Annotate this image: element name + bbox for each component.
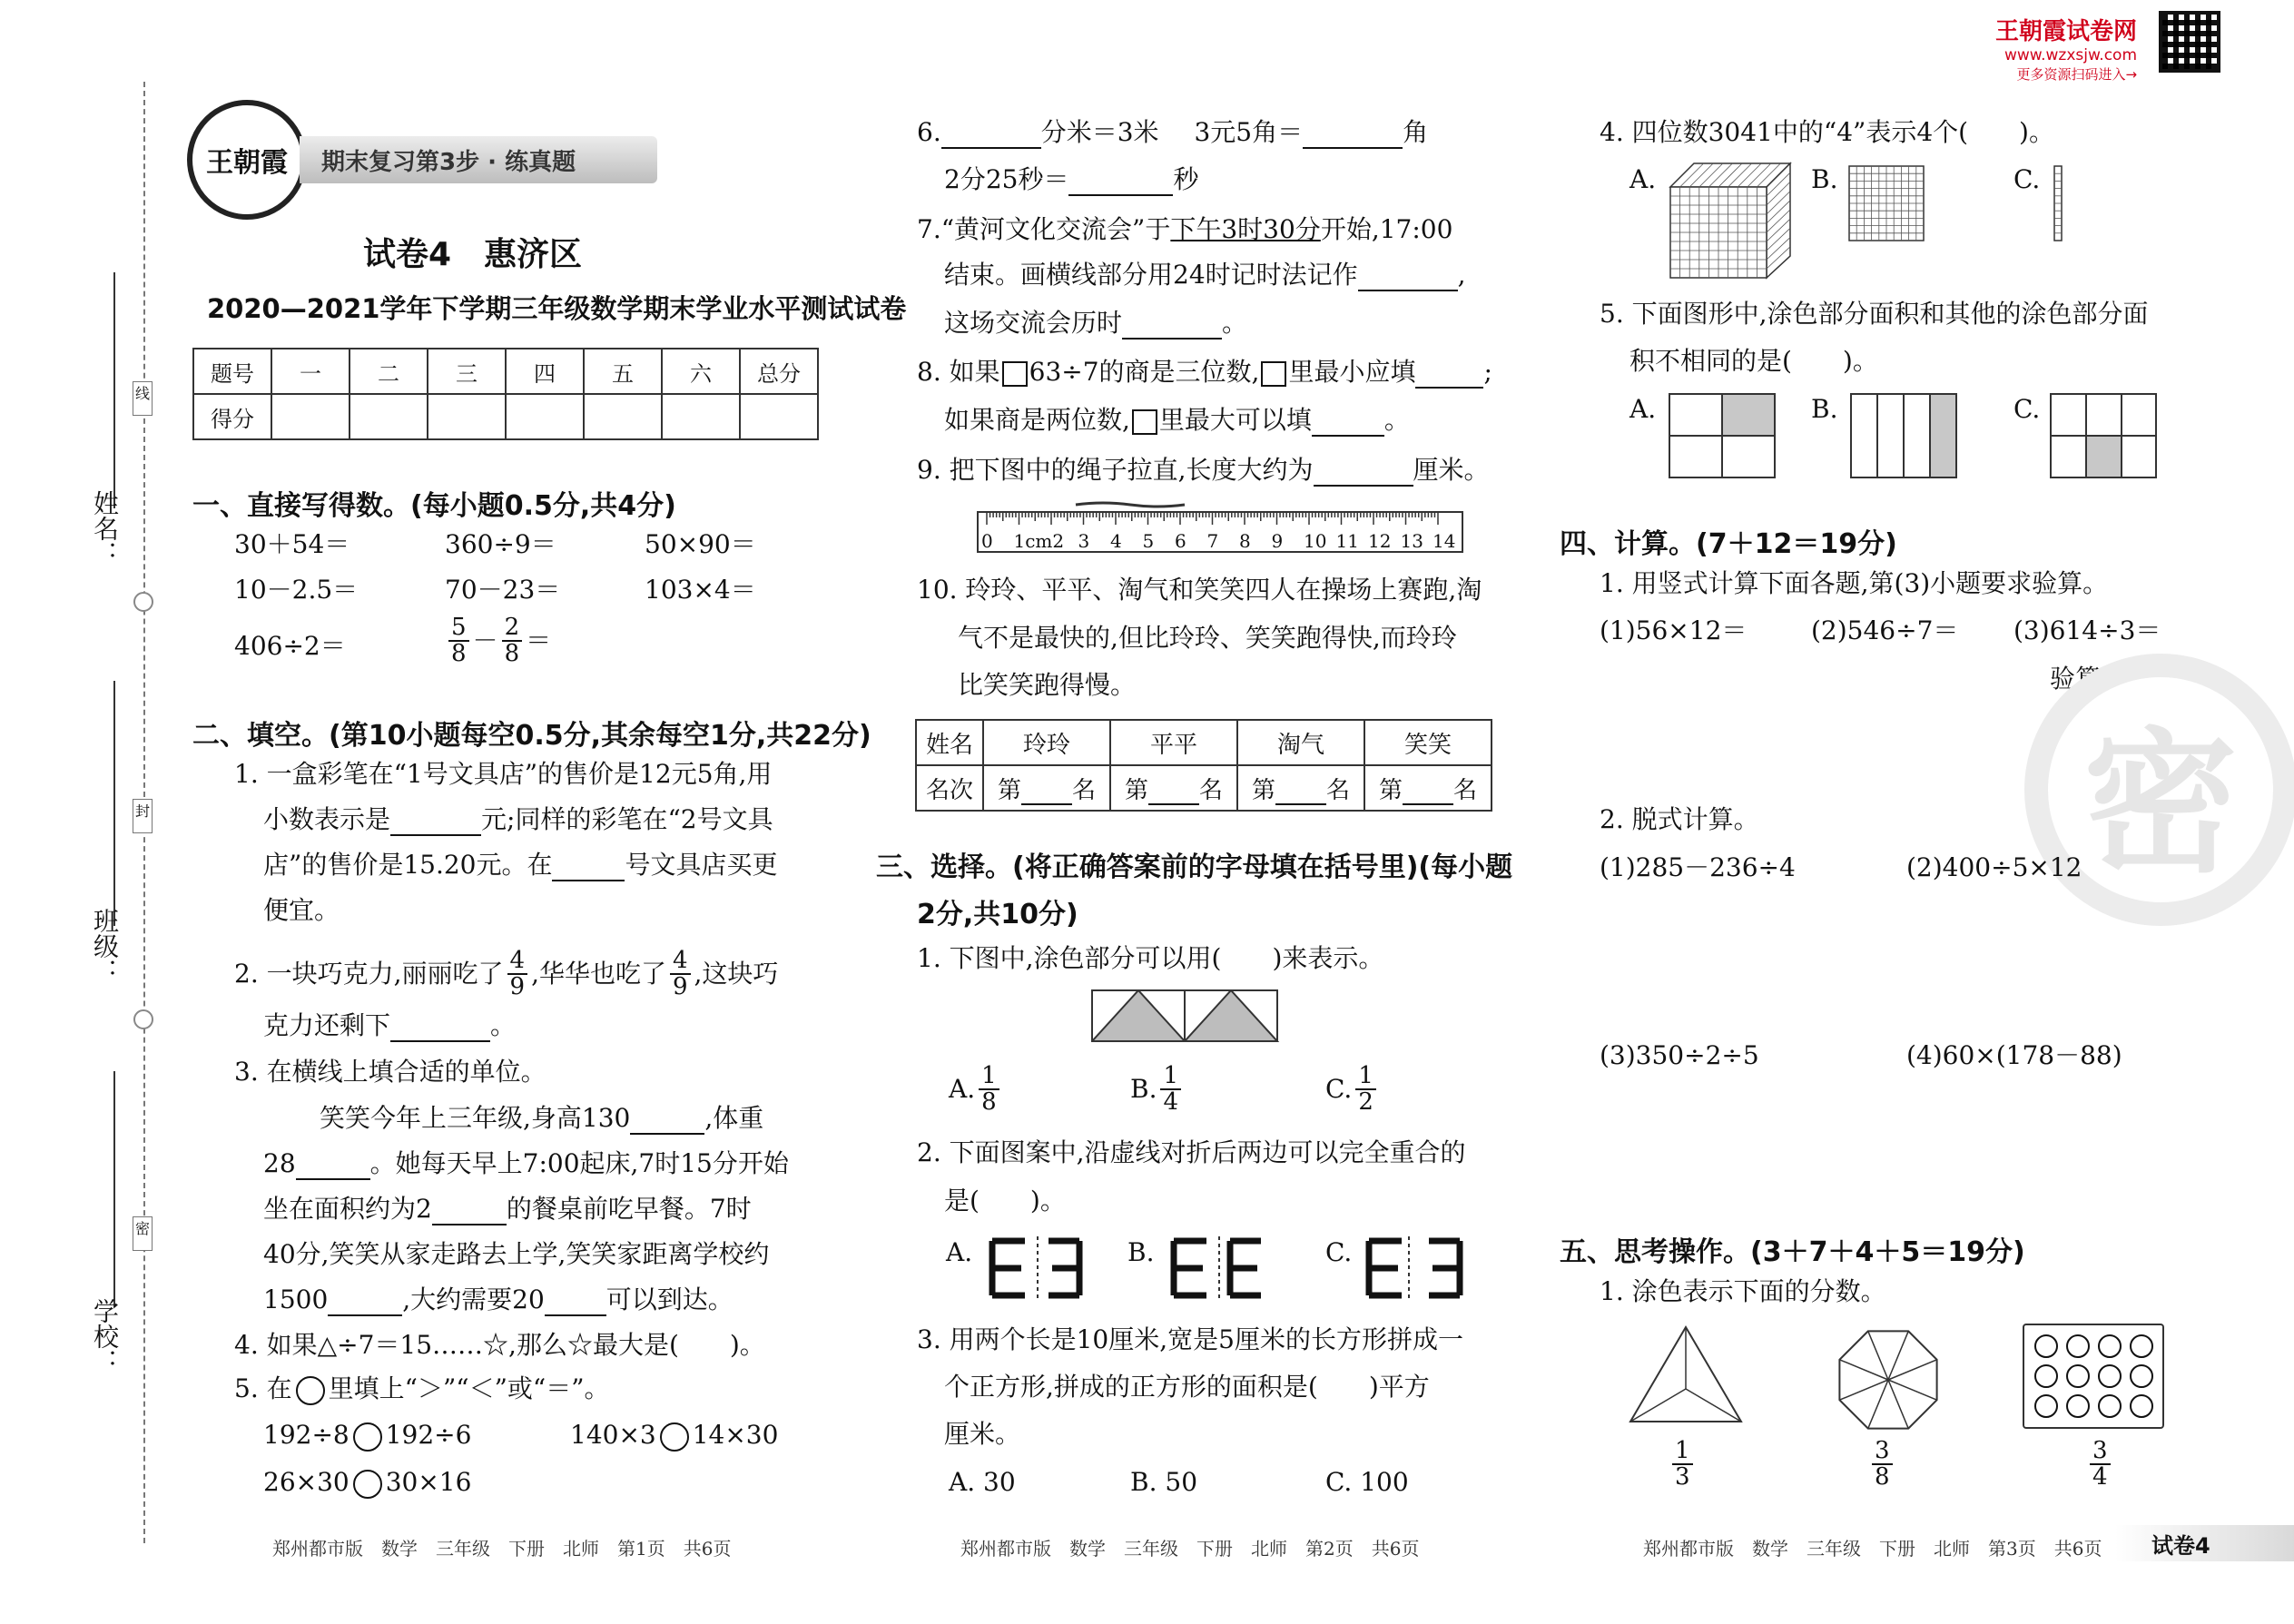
score-cell: 六	[662, 349, 740, 394]
q10-line3: 比笑笑跑得慢。	[958, 670, 1137, 700]
score-cell: 二	[350, 349, 428, 394]
binding-mark-1: 线	[133, 381, 153, 416]
q3-line4: 坐在面积约为2 的餐桌前吃早餐。7时	[263, 1193, 752, 1225]
brand-name: 王朝霞试卷网	[1995, 18, 2138, 45]
digit-box	[1002, 361, 1028, 387]
rank-cell[interactable]: 第 名	[983, 765, 1110, 811]
q8-line1: 8. 如果 63÷7的商是三位数, 里最小应填 ;	[917, 356, 1492, 389]
s3-q3-opt-a[interactable]: A. 30	[949, 1467, 1016, 1497]
ruler-label: 7	[1206, 530, 1219, 552]
s5-frac-3: $\frac{3}{4}$	[2086, 1439, 2114, 1491]
s3-q3-opt-c[interactable]: C. 100	[1325, 1467, 1409, 1497]
ruler-label: 11	[1335, 530, 1359, 552]
digit-box	[1132, 409, 1157, 435]
q3-line6: 1500 ,大约需要20 可以到达。	[263, 1284, 733, 1316]
answer-blank[interactable]	[390, 1017, 490, 1042]
rank-cell[interactable]: 第 名	[1110, 765, 1237, 811]
s5-q1: 1. 涂色表示下面的分数。	[1600, 1276, 1886, 1306]
score-table	[192, 348, 819, 440]
rank-header: 笑笑	[1364, 720, 1492, 765]
q6-line2: 2分25秒＝ 秒	[944, 163, 1198, 196]
footer-page-2: 郑州都市版 数学 三年级 下册 北师 第2页 共6页	[960, 1538, 1420, 1560]
s3-q5-opt-c[interactable]: C.	[2013, 394, 2041, 424]
q1-line2: 小数表示是 元;同样的彩笔在“2号文具	[263, 803, 773, 836]
answer-blank[interactable]	[432, 1200, 507, 1225]
s4-q1-item-2: (2)546÷7＝	[1811, 615, 1959, 645]
sec2-title: 二、填空。(第10小题每空0.5分,其余每空1分,共22分)	[192, 720, 871, 752]
fraction: $\frac{2}{8}$	[502, 615, 523, 667]
score-input[interactable]	[662, 394, 740, 439]
score-cell: 五	[584, 349, 662, 394]
answer-blank[interactable]	[328, 1291, 402, 1316]
calc-fraction-item: $\frac{5}{8}$ － $\frac{2}{8}$ ＝	[445, 615, 551, 667]
q10-line1: 10. 玲玲、平平、淘气和笑笑四人在操场上赛跑,淘	[917, 575, 1482, 605]
q3-line2: 笑笑今年上三年级,身高130 ,体重	[320, 1102, 763, 1135]
s3-q2-line1: 2. 下面图案中,沿虚线对折后两边可以完全重合的	[917, 1137, 1466, 1167]
score-input[interactable]	[506, 394, 584, 439]
answer-blank[interactable]	[1415, 363, 1483, 389]
grid-circle[interactable]	[2130, 1334, 2153, 1358]
grid-circle[interactable]	[2066, 1334, 2090, 1358]
s3-q4-opt-b[interactable]: B.	[1811, 164, 1838, 194]
binding-hole-1	[133, 592, 153, 612]
ruler-label: 10	[1304, 530, 1327, 552]
calc-item: 50×90＝	[645, 529, 756, 559]
compare-circle[interactable]	[353, 1470, 382, 1499]
footer-page-1: 郑州都市版 数学 三年级 下册 北师 第1页 共6页	[272, 1538, 732, 1560]
paper-subtitle: 2020—2021学年下学期三年级数学期末学业水平测试试卷	[207, 293, 907, 324]
ruler-label: 0	[981, 530, 993, 552]
q5-compare-2: 140×3 14×30	[570, 1420, 779, 1450]
grid-circle[interactable]	[2098, 1364, 2122, 1388]
q8-line2: 如果商是两位数, 里最大可以填 。	[944, 404, 1410, 437]
e-pattern-b	[1167, 1236, 1266, 1300]
rank-label: 名次	[916, 765, 983, 811]
q10-line2: 气不是最快的,但比玲玲、笑笑跑得快,而玲玲	[958, 623, 1457, 653]
ruler-label: 5	[1142, 530, 1155, 552]
s3-q3-line2: 个正方形,拼成的正方形的面积是( )平方	[944, 1372, 1430, 1402]
logo-text: 王朝霞	[206, 147, 288, 179]
school-label: 学校：	[90, 1298, 120, 1374]
ruler-label: 3	[1078, 530, 1090, 552]
s3-q3-line1: 3. 用两个长是10厘米,宽是5厘米的长方形拼成一	[917, 1324, 1463, 1354]
s3-q5-opt-a[interactable]: A.	[1629, 394, 1657, 424]
fraction: $\frac{4}{9}$	[670, 949, 691, 1000]
banner	[300, 136, 657, 183]
s3-q3-opt-b[interactable]: B. 50	[1130, 1467, 1198, 1497]
q7-line3: 这场交流会历时 。	[944, 307, 1247, 340]
rank-header: 玲玲	[983, 720, 1110, 765]
e-pattern-a	[985, 1236, 1085, 1300]
s4-q2-item-1: (1)285－236÷4	[1600, 852, 1796, 882]
s3-q4-opt-a[interactable]: A.	[1629, 164, 1657, 194]
s3-q3-line3: 厘米。	[944, 1419, 1021, 1449]
corner-tab-text: 试卷4	[2151, 1532, 2210, 1559]
banner-text: 期末复习第3步 · 练真题	[321, 148, 576, 176]
q7-line1: 7.“黄河文化交流会”于下午3时30分开始,17:00	[917, 214, 1453, 244]
answer-blank[interactable]	[552, 856, 625, 881]
brand-url: www.wzxsjw.com	[2004, 46, 2138, 64]
sec5-title: 五、思考操作。(3＋7＋4＋5＝19分)	[1560, 1236, 2025, 1268]
s3-q5-line1: 5. 下面图形中,涂色部分面积和其他的涂色部分面	[1600, 299, 2149, 329]
score-input[interactable]	[350, 394, 428, 439]
q3-line5: 40分,笑笑从家走路去上学,笑笑家距离学校约	[263, 1239, 770, 1269]
s3-q2-opt-a[interactable]: A.	[946, 1237, 973, 1267]
grid-circle[interactable]	[2130, 1394, 2153, 1418]
secret-seal-watermark	[2024, 654, 2294, 926]
ruler-label: 13	[1400, 530, 1423, 552]
answer-blank[interactable]	[296, 1155, 370, 1180]
score-cell: 得分	[193, 394, 271, 439]
q5-compare-1: 192÷8 192÷6	[263, 1420, 472, 1450]
triangle-shape[interactable]	[1627, 1324, 1745, 1425]
binding-hole-2	[133, 1009, 153, 1029]
q1-line4: 便宜。	[263, 895, 340, 925]
calc-item: 406÷2＝	[234, 631, 346, 661]
answer-blank[interactable]	[1122, 314, 1222, 340]
answer-blank[interactable]	[1068, 171, 1173, 196]
rank-header: 平平	[1110, 720, 1237, 765]
binding-mark-3: 密	[133, 1216, 153, 1251]
s3-q5-line2: 积不相同的是( )。	[1629, 346, 1878, 376]
calc-item: 103×4＝	[645, 575, 756, 605]
grid-circle[interactable]	[2098, 1394, 2122, 1418]
shape-a	[1669, 393, 1777, 480]
s4-check-label: 验算:	[2050, 664, 2110, 694]
ruler-label: 14	[1433, 530, 1456, 552]
s3-q1-figure	[1091, 989, 1280, 1044]
s5-frac-1: $\frac{1}{3}$	[1669, 1439, 1697, 1491]
rank-cell[interactable]: 第 名	[1237, 765, 1364, 811]
q4: 4. 如果△÷7＝15……☆,那么☆最大是( )。	[234, 1330, 765, 1360]
s4-q1-item-1: (1)56×12＝	[1600, 615, 1748, 645]
q2-line2: 克力还剩下 。	[263, 1009, 516, 1042]
answer-blank[interactable]	[545, 1291, 606, 1316]
answer-blank[interactable]	[1314, 461, 1413, 487]
score-cell: 一	[271, 349, 350, 394]
grid-circle[interactable]	[2034, 1394, 2058, 1418]
cube-thousand	[1669, 162, 1792, 280]
s4-q2-item-3: (3)350÷2÷5	[1600, 1040, 1759, 1070]
q3-line3: 28 。她每天早上7:00起床,7时15分开始	[263, 1147, 789, 1180]
s4-q2-item-4: (4)60×(178－88)	[1906, 1040, 2122, 1070]
fraction: $\frac{4}{9}$	[507, 949, 528, 1000]
compare-circle	[296, 1376, 325, 1405]
ruler-label: 4	[1110, 530, 1122, 552]
score-cell: 四	[506, 349, 584, 394]
s3-q1-opt-a[interactable]: A. $\frac{1}{8}$	[949, 1064, 1003, 1116]
score-row-header	[193, 349, 818, 394]
answer-blank[interactable]	[941, 123, 1041, 149]
grid-circle[interactable]	[2066, 1364, 2090, 1388]
sec4-title: 四、计算。(7＋12＝19分)	[1560, 528, 1897, 560]
q5-compare-3: 26×30 30×16	[263, 1467, 472, 1497]
seal-character: 密	[2082, 714, 2238, 894]
score-input[interactable]	[740, 394, 818, 439]
q6-line1: 6. 分米＝3米 3元5角＝ 角	[917, 116, 1428, 149]
score-input[interactable]	[271, 394, 350, 439]
answer-blank[interactable]	[390, 811, 481, 836]
binding-mark-2: 封	[133, 799, 153, 833]
ruler-label: 1cm2	[1013, 530, 1065, 552]
brand-slogan: 更多资源扫码进入→	[2016, 66, 2138, 83]
corner-tab	[2115, 1525, 2294, 1561]
score-cell: 题号	[193, 349, 271, 394]
sec3-title-1: 三、选择。(将正确答案前的字母填在括号里)(每小题	[876, 851, 1513, 883]
square-hundred	[1848, 165, 1925, 241]
q2-line1: 2. 一块巧克力,丽丽吃了 $\frac{4}{9}$ ,华华也吃了 $\frac{4}{9}$ ,这块巧	[234, 947, 779, 1001]
s3-q2-opt-b[interactable]: B.	[1127, 1237, 1155, 1267]
s3-q5-opt-b[interactable]: B.	[1811, 394, 1838, 424]
class-label: 班级：	[90, 908, 120, 984]
q5-line1: 5. 在 里填上“＞”“＜”或“＝”。	[234, 1373, 610, 1403]
class-line	[113, 681, 115, 926]
calc-item: 360÷9＝	[445, 529, 556, 559]
score-cell: 三	[428, 349, 506, 394]
paper-title: 试卷4 惠济区	[363, 236, 583, 273]
ruler-label: 9	[1271, 530, 1284, 552]
footer-page-3: 郑州都市版 数学 三年级 下册 北师 第3页 共6页	[1643, 1538, 2102, 1560]
s3-q1-opt-b[interactable]: B. $\frac{1}{4}$	[1130, 1064, 1185, 1116]
s4-q1-item-3: (3)614÷3＝	[2013, 615, 2161, 645]
calc-item: 70－23＝	[445, 575, 561, 605]
calc-item: 30＋54＝	[234, 529, 350, 559]
rank-table	[915, 719, 1492, 812]
brand-logo	[187, 100, 307, 220]
s4-q2: 2. 脱式计算。	[1600, 804, 1759, 834]
name-label: 姓名：	[90, 490, 120, 566]
grid-circle[interactable]	[2066, 1394, 2090, 1418]
compare-circle[interactable]	[660, 1422, 689, 1452]
ruler-label: 12	[1368, 530, 1392, 552]
brand-block	[1995, 13, 2137, 84]
qr-code-icon[interactable]	[2159, 11, 2220, 73]
q9: 9. 把下图中的绳子拉直,长度大约为 厘米。	[917, 454, 1490, 487]
rank-header: 姓名	[916, 720, 983, 765]
fraction: $\frac{5}{8}$	[448, 615, 469, 667]
sec1-title: 一、直接写得数。(每小题0.5分,共4分)	[192, 490, 676, 522]
s3-q1: 1. 下图中,涂色部分可以用( )来表示。	[917, 943, 1384, 973]
score-cell: 总分	[740, 349, 818, 394]
q3-line1: 3. 在横线上填合适的单位。	[234, 1057, 546, 1087]
answer-blank[interactable]	[630, 1109, 704, 1135]
school-line	[113, 1071, 115, 1307]
digit-box	[1261, 361, 1286, 387]
grid-circle[interactable]	[2034, 1334, 2058, 1358]
ruler-label: 6	[1175, 530, 1186, 552]
s4-q2-item-2: (2)400÷5×12	[1906, 852, 2082, 882]
score-input[interactable]	[584, 394, 662, 439]
calc-item: 10－2.5＝	[234, 575, 359, 605]
e-pattern-c	[1362, 1236, 1471, 1300]
s3-q2-line2: 是( )。	[944, 1186, 1066, 1216]
stick-ten	[2053, 165, 2064, 241]
grid-circle[interactable]	[2130, 1364, 2153, 1388]
s3-q4-opt-c[interactable]: C.	[2013, 164, 2041, 194]
octagon-shape[interactable]	[1832, 1324, 1944, 1436]
answer-blank[interactable]	[1358, 266, 1458, 291]
shape-c	[2050, 393, 2159, 480]
compare-circle[interactable]	[353, 1422, 382, 1452]
rank-cell[interactable]: 第 名	[1364, 765, 1492, 811]
sec3-title-2: 2分,共10分)	[917, 899, 1078, 930]
score-input[interactable]	[428, 394, 506, 439]
s3-q2-opt-c[interactable]: C.	[1325, 1237, 1353, 1267]
s3-q4: 4. 四位数3041中的“4”表示4个( )。	[1600, 117, 2054, 147]
ruler-label: 8	[1239, 530, 1251, 552]
grid-circle[interactable]	[2098, 1334, 2122, 1358]
s5-frac-2: $\frac{3}{8}$	[1868, 1439, 1896, 1491]
s4-q1: 1. 用竖式计算下面各题,第(3)小题要求验算。	[1600, 568, 2109, 598]
q1-line1: 1. 一盒彩笔在“1号文具店”的售价是12元5角,用	[234, 759, 773, 789]
circle-grid[interactable]	[2023, 1324, 2164, 1429]
grid-circle[interactable]	[2034, 1364, 2058, 1388]
answer-blank[interactable]	[1312, 411, 1384, 437]
ruler-figure	[976, 499, 1466, 554]
name-line	[113, 272, 115, 508]
s3-q1-opt-c[interactable]: C. $\frac{1}{2}$	[1325, 1064, 1380, 1116]
rank-header: 淘气	[1237, 720, 1364, 765]
score-row-points	[193, 394, 818, 439]
answer-blank[interactable]	[1303, 123, 1403, 149]
q7-line2: 结束。画横线部分用24时记时法记作 ,	[944, 259, 1466, 291]
shape-b	[1850, 393, 1959, 480]
q1-line3: 店”的售价是15.20元。在 号文具店买更	[263, 849, 778, 881]
